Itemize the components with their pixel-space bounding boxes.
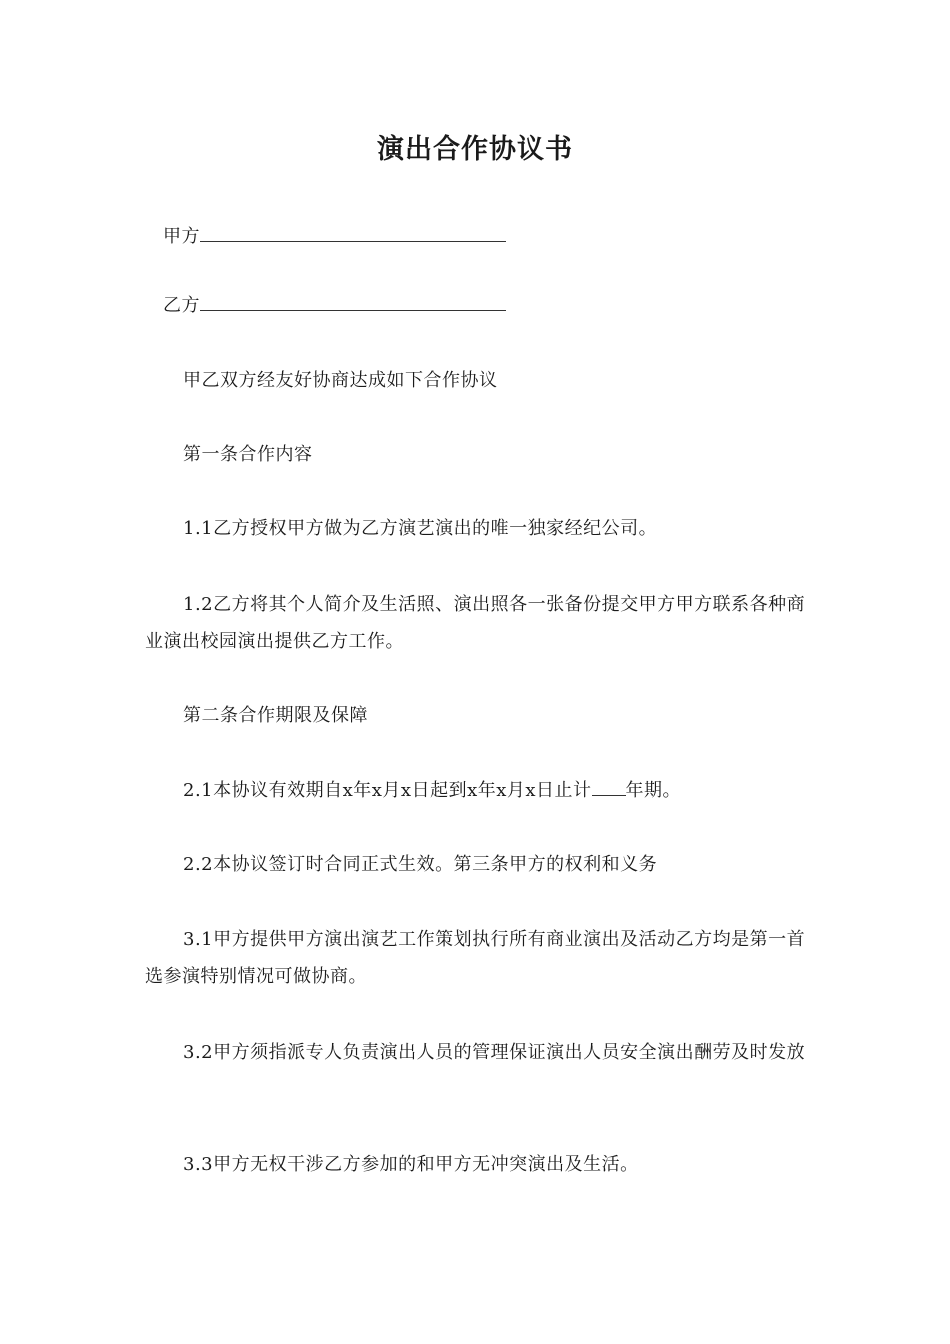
clause-3-3: 3.3甲方无权干涉乙方参加的和甲方无冲突演出及生活。	[183, 1154, 639, 1175]
article-1-heading: 第一条合作内容	[183, 444, 313, 465]
clause-1-1: 1.1乙方授权甲方做为乙方演艺演出的唯一独家经纪公司。	[183, 518, 658, 539]
years-blank	[592, 779, 626, 796]
party-a-blank	[200, 223, 506, 242]
party-b-label: 乙方	[163, 295, 200, 316]
party-a-label: 甲方	[163, 226, 200, 247]
intro-paragraph: 甲乙双方经友好协商达成如下合作协议	[183, 370, 498, 391]
party-b-blank	[200, 292, 506, 311]
clause-3-2: 3.2甲方须指派专人负责演出人员的管理保证演出人员安全演出酬劳及时发放	[183, 1042, 806, 1063]
party-a-line	[163, 218, 833, 255]
article-2-heading: 第二条合作期限及保障	[183, 705, 368, 726]
clause-3-1: 3.1甲方提供甲方演出演艺工作策划执行所有商业演出及活动乙方均是第一首选参演特别情况可做协商。	[145, 929, 806, 987]
clause-2-1-text-before: 2.1本协议有效期自x年x月x日起到x年x月x日止计	[183, 780, 592, 801]
clause-2-2: 2.2本协议签订时合同正式生效。第三条甲方的权利和义务	[183, 854, 658, 875]
clause-2-1-text-after: 年期。	[625, 780, 682, 801]
clause-2-1	[145, 772, 815, 809]
clause-1-2: 1.2乙方将其个人简介及生活照、演出照各一张备份提交甲方甲方联系各种商业演出校园演出提供乙方工作。	[145, 594, 806, 652]
party-b-line	[163, 287, 833, 324]
document-title: 演出合作协议书	[377, 134, 573, 165]
